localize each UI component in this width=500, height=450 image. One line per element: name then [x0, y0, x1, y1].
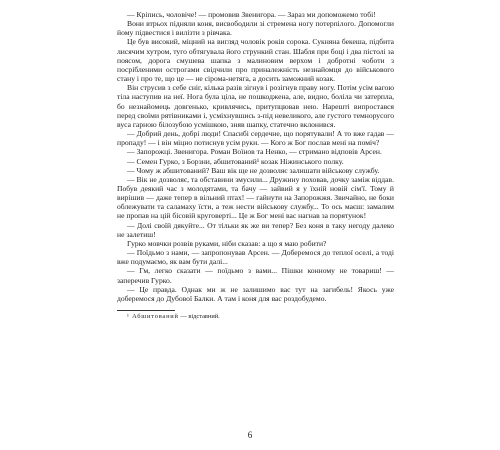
- paragraph: — Добрий день, добрі люди! Спасибі сердечне, що порятували! А то вже гадав — пропаду! — і він міцно потиснув усім руки. — Кого ж Бог послав мені на поміч?: [117, 129, 394, 148]
- paragraph: — Гм, легко сказати — поїдьмо з вами... Пішки конному не товариш! — заперечив Гурко.: [117, 266, 394, 285]
- paragraph: — Долі своїй дякуйте... От тільки як же ви тепер? Без коня в таку негоду далеко не залетиш!: [117, 220, 394, 239]
- paragraph: — Поїдьмо з нами, — запропонував Арсен. — Доберемося до теплої оселі, а тоді вже подумаємо, як вам бути далі...: [117, 248, 394, 267]
- footnote: [117, 313, 394, 321]
- paragraph: — Вік не дозволяє, та обставини змусили... Дружину поховав, дочку заміж віддав. Побув деякий час з молодятами, та бачу — зайвий я у їхній новій сім'ї. Тому й вирішив — даже тепер в вільний птах! — гайнути на Запорожжя. Звичайно, не боки облежувати та саламаху їсти, а теж нести військову службу... То ось маєш: замалим не пропав на цій бісовій круговерті... Це ж Бог мені вас нагнав за порятунок!: [117, 174, 394, 221]
- page-number: 6: [247, 430, 253, 440]
- page-text-block: [117, 10, 394, 321]
- paragraph: — Семен Гурко, з Борзни, абшитований¹ козак Ніжинського полку.: [127, 156, 344, 166]
- paragraph: Вони втрьох підняли коня, висвободили зі стремена ногу потерпілого. Допомогли йому підвестися і вилізти з рівчака.: [117, 19, 394, 38]
- paragraph: — Запорожці. Звенигора. Роман Воїнов та Ненко, — стримано відповів Арсен.: [127, 147, 382, 157]
- paragraph: Гурко мовчки розвів руками, ніби сказав: а що я маю робити?: [127, 238, 327, 248]
- paragraph: — Це правда. Однак ми ж не залишимо вас тут на загибель! Якось уже доберемося до Дубової Балки. А там і коня для вас роздобудемо.: [117, 284, 394, 303]
- paragraph: — Кріпись, чоловіче! — промовив Звенигора. — Зараз ми допоможемо тобі!: [127, 10, 376, 19]
- paragraph: — Чому ж абшитований? Ваш вік ще не дозволяє залишати військову службу.: [127, 165, 380, 175]
- paragraph: Він струсив з себе сніг, кілька разів зігнув і розігнув праву ногу. Потім усім вагою тіла наступив на неї. Нога була ціла, не пошкоджена, але, видно, боліла чи затерпла, бо незнайомець довгенько, кривлячись, притупцював нею. Нарешті випростався перед своїми рятівниками і, усміхнувшись з-під невеликого, але густого темнорусого вуса гарною білозубою усмішкою, зняв шапку, статечно вклонився.: [117, 83, 394, 129]
- footnote-definition: — відставний.: [178, 313, 220, 320]
- paragraph: Це був високий, міцний на вигляд чоловік років сорока. Сукняна бекеша, підбита лисячим хутром, туго обтягувала його стрункий стан. Шабля при боці і два пістолі за поясом, дорога смушева шапка з малиновим верхом і добротні чоботи з посрібленими острогами свідчили про приналежність незнайомця до військового стану і про те, що це — не сірома-нетяга, а досить заможний козак.: [117, 37, 394, 84]
- footnote-term: ¹ Абшитований: [127, 313, 179, 320]
- footnote-divider: [117, 310, 175, 311]
